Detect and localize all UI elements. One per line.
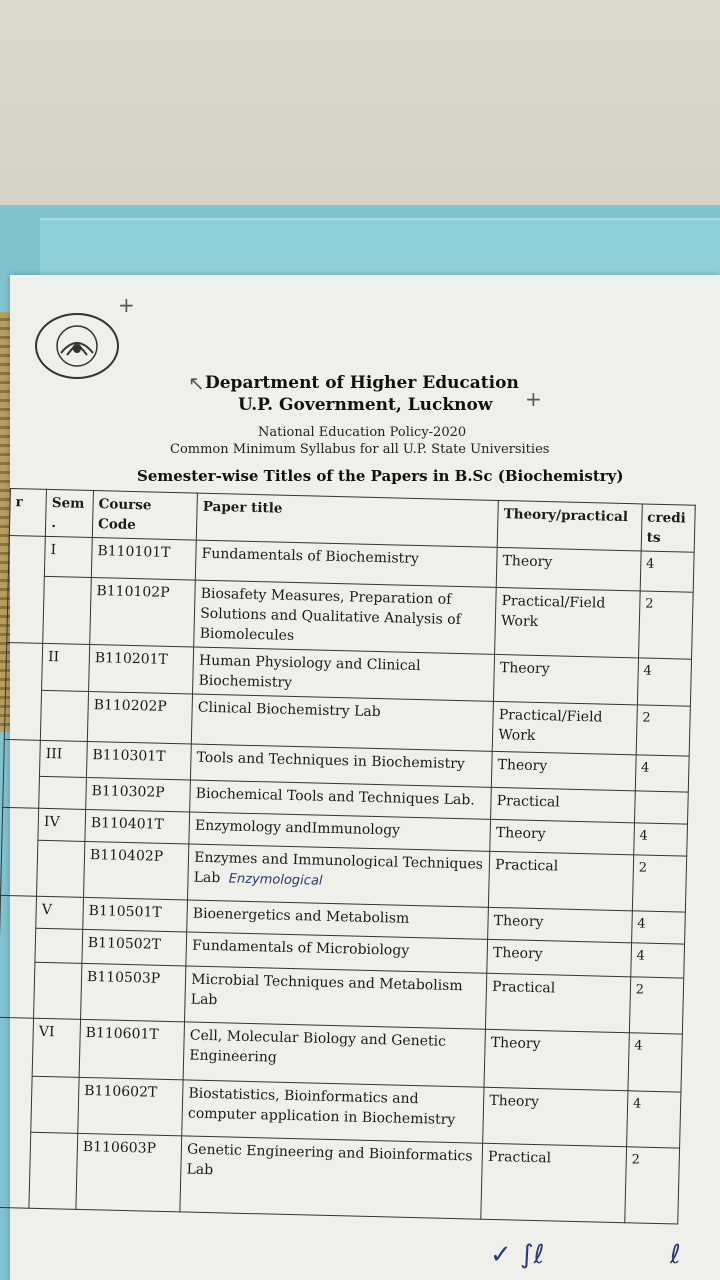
header-title: Paper title	[196, 493, 498, 547]
syllabus-line: Common Minimum Syllabus for all U.P. State Universities	[170, 442, 550, 457]
type-cell: Theory	[487, 939, 631, 976]
code-cell: B110602T	[78, 1077, 184, 1136]
credits-cell: 4	[628, 1033, 683, 1092]
credits-cell: 2	[625, 1147, 680, 1224]
title-cell: Cell, Molecular Biology and Genetic Engineering	[183, 1022, 485, 1087]
code-cell: B110101T	[91, 538, 196, 581]
department-heading: Department of Higher Education	[205, 373, 519, 393]
header-sem: Sem .	[45, 489, 93, 537]
code-cell: B110201T	[89, 644, 194, 694]
year-cell	[1, 807, 39, 896]
credits-cell	[634, 791, 688, 824]
title-text: Enzymes and Immunological Techniques Lab	[193, 849, 484, 887]
title-cell: Genetic Engineering and Bioinformatics Lab	[180, 1136, 483, 1219]
credits-cell: 2	[638, 591, 693, 659]
type-cell: Practical/Field Work	[495, 587, 640, 657]
code-cell: B110202P	[87, 691, 192, 744]
year-cell	[0, 1017, 34, 1208]
sem-cell: VI	[32, 1018, 80, 1077]
header-code: Course Code	[92, 491, 197, 541]
sem-cell	[35, 928, 83, 963]
header-type: Theory/practical	[497, 500, 642, 550]
code-cell: B110502T	[82, 929, 187, 966]
government-heading: U.P. Government, Lucknow	[238, 395, 493, 415]
type-cell: Practical	[481, 1143, 626, 1222]
year-cell	[0, 895, 37, 1018]
code-cell: B110503P	[80, 963, 186, 1022]
document-page	[10, 275, 720, 1280]
sem-cell	[43, 576, 91, 644]
title-cell: Enzymology andImmunology	[189, 812, 491, 851]
document-header	[10, 275, 720, 485]
sem-cell: IV	[38, 808, 86, 841]
title-cell: Fundamentals of Microbiology	[186, 932, 488, 973]
credits-cell: 2	[636, 705, 690, 756]
title-cell: Clinical Biochemistry Lab	[191, 694, 493, 751]
year-cell	[3, 739, 41, 808]
signature-mark-icon: ℓ	[670, 1240, 681, 1270]
code-cell: B110302P	[86, 777, 191, 812]
credits-cell: 4	[637, 658, 691, 706]
type-cell: Theory	[492, 751, 636, 790]
title-cell: Bioenergetics and Metabolism	[187, 900, 489, 939]
header-credits: credi ts	[641, 504, 695, 552]
code-cell: B110501T	[83, 897, 188, 932]
plus-mark-icon: +	[525, 387, 542, 411]
type-cell: Practical/Field Work	[492, 701, 637, 754]
credits-cell: 4	[626, 1091, 681, 1148]
handwritten-note: Enzymological	[228, 871, 323, 889]
sem-cell: I	[45, 536, 93, 577]
type-cell: Theory	[483, 1087, 628, 1146]
sem-cell	[29, 1132, 78, 1209]
background-wall	[0, 0, 720, 230]
credits-cell: 4	[635, 755, 689, 792]
code-cell: B110601T	[79, 1019, 185, 1080]
credits-cell: 4	[640, 551, 694, 592]
sem-cell	[34, 962, 82, 1019]
title-cell: Fundamentals of Biochemistry	[195, 540, 497, 587]
title-cell: Microbial Techniques and Metabolism Lab	[185, 966, 487, 1029]
code-cell: B110603P	[76, 1133, 182, 1212]
type-cell: Practical	[491, 787, 635, 822]
type-cell: Practical	[489, 851, 634, 910]
plus-mark-icon: +	[118, 293, 135, 317]
credits-cell: 4	[631, 943, 685, 978]
policy-line: National Education Policy-2020	[258, 425, 467, 440]
header-year: r	[9, 489, 46, 537]
signature-mark-icon: ✓ ∫ℓ	[490, 1240, 545, 1270]
code-cell: B110102P	[90, 578, 196, 648]
sem-cell	[41, 690, 89, 741]
sem-cell: III	[40, 740, 88, 777]
pen-mark-icon: ↖	[188, 371, 205, 395]
sem-cell	[37, 840, 85, 897]
sem-cell: II	[42, 643, 90, 691]
credits-cell: 2	[629, 977, 684, 1034]
code-cell: B110402P	[83, 841, 189, 900]
title-cell	[188, 844, 490, 907]
table-title: Semester-wise Titles of the Papers in B.Sc (Biochemistry)	[137, 467, 624, 485]
sem-cell	[31, 1076, 79, 1133]
credits-cell: 2	[632, 855, 687, 912]
title-cell: Biostatistics, Bioinformatics and computer application in Biochemistry	[182, 1080, 484, 1143]
type-cell: Practical	[486, 973, 631, 1032]
credits-cell: 4	[634, 823, 688, 856]
up-emblem-icon	[35, 313, 119, 379]
year-cell	[7, 535, 46, 643]
type-cell: Theory	[494, 654, 639, 704]
sem-cell: V	[36, 896, 84, 929]
title-cell: Biochemical Tools and Techniques Lab.	[190, 780, 492, 819]
title-cell: Biosafety Measures, Preparation of Solutions and Qualitative Analysis of Biomolecules	[194, 580, 497, 654]
table-row	[0, 1131, 680, 1224]
type-cell: Theory	[484, 1029, 629, 1090]
type-cell: Theory	[490, 819, 634, 854]
type-cell: Theory	[488, 907, 632, 942]
credits-cell: 4	[631, 911, 685, 944]
title-cell: Human Physiology and Clinical Biochemistry	[193, 647, 495, 701]
code-cell: B110401T	[85, 809, 190, 844]
year-cell	[4, 642, 43, 740]
type-cell: Theory	[496, 547, 641, 590]
title-cell: Tools and Techniques in Biochemistry	[191, 744, 493, 787]
sem-cell	[39, 776, 87, 809]
syllabus-table	[0, 488, 696, 1225]
code-cell: B110301T	[86, 741, 191, 780]
